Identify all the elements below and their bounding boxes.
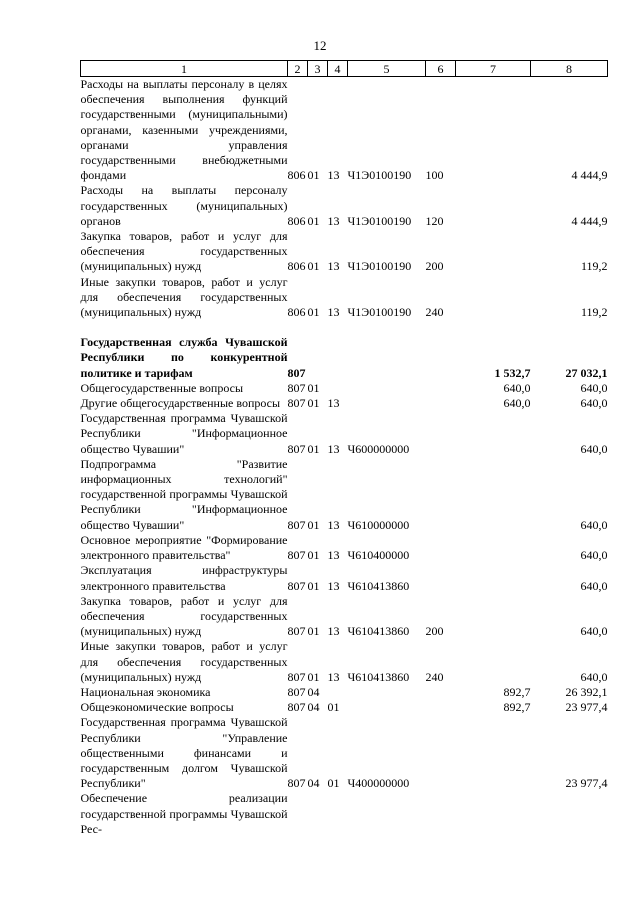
row-target-article: Ч610413860: [347, 669, 410, 684]
row-target-article: [348, 396, 426, 411]
row-subsection-code: [328, 335, 348, 381]
row-ministry-code: 807: [287, 548, 306, 563]
row-amount-col8: [531, 320, 608, 335]
row-name: Государственная служба Чувашской Республики по конкурентной политике и тарифам: [80, 335, 288, 380]
row-amount-col8: 640,0: [580, 517, 608, 532]
row-amount-col8: 640,0: [580, 669, 608, 684]
row-name: Иные закупки товаров, работ и услуг для обеспечения государственных (муниципальных) нужд: [80, 639, 288, 684]
row-target-article: Ч610000000: [347, 517, 410, 532]
table-row: [81, 335, 608, 381]
row-amount-col8: 4 444,9: [571, 213, 608, 228]
table-row: [81, 715, 608, 791]
row-amount-col8: 640,0: [580, 548, 608, 563]
header-row: [81, 61, 608, 77]
row-amount-col7: [456, 639, 531, 685]
row-amount-col8: 119,2: [580, 259, 608, 274]
row-subsection-code: 13: [327, 548, 340, 563]
row-section-code: 01: [307, 305, 320, 320]
row-ministry-code: 807: [287, 578, 306, 593]
row-subsection-code: [328, 320, 348, 335]
row-expense-type: [426, 533, 456, 563]
row-ministry-code: 807: [287, 365, 306, 380]
table-row: [81, 320, 608, 335]
row-amount-col7: 640,0: [503, 380, 531, 395]
row-subsection-code: [328, 791, 348, 837]
table-row: [81, 791, 608, 837]
row-name: Подпрограмма "Развитие информационных технологий" государственной программы Чувашской Республики "Информационное общество Чувашии": [80, 456, 288, 532]
row-ministry-code: 806: [287, 259, 306, 274]
table-row: [81, 594, 608, 640]
row-amount-col7: 892,7: [503, 700, 531, 715]
row-subsection-code: 13: [327, 213, 340, 228]
row-amount-col8: 640,0: [580, 578, 608, 593]
row-expense-type: [426, 700, 456, 715]
table-body: [81, 77, 608, 837]
table-row: [81, 700, 608, 715]
row-name: Закупка товаров, работ и услуг для обеспечения государственных (муниципальных) нужд: [80, 593, 288, 639]
row-amount-col8: 26 392,1: [565, 684, 608, 699]
row-subsection-code: 01: [327, 700, 340, 715]
row-subsection-code: [328, 381, 348, 396]
table-row: [81, 685, 608, 700]
row-section-code: 01: [307, 259, 320, 274]
row-name: Обеспечение реализации государственной программы Чувашской Рес-: [80, 791, 288, 836]
row-section-code: [308, 320, 328, 335]
row-name: Общеэкономические вопросы: [80, 700, 234, 715]
row-ministry-code: 807: [287, 396, 306, 411]
row-expense-type: [426, 715, 456, 791]
row-amount-col7: [456, 791, 531, 837]
row-subsection-code: 13: [327, 578, 340, 593]
row-expense-type: [426, 685, 456, 700]
row-ministry-code: 806: [287, 168, 306, 183]
row-name: Иные закупки товаров, работ и услуг для обеспечения государственных (муниципальных) нужд: [80, 274, 288, 320]
table-row: [81, 229, 608, 275]
header-cell: 1: [81, 61, 288, 77]
row-amount-col8: 640,0: [580, 624, 608, 639]
row-expense-type: [426, 335, 456, 381]
row-expense-type: 100: [425, 168, 444, 183]
row-target-article: Ч400000000: [347, 776, 410, 791]
row-section-code: 01: [307, 168, 320, 183]
row-expense-type: 240: [425, 669, 444, 684]
row-subsection-code: 13: [327, 259, 340, 274]
row-subsection-code: 01: [327, 776, 340, 791]
row-expense-type: 200: [425, 624, 444, 639]
row-amount-col8: 23 977,4: [565, 700, 608, 715]
row-amount-col7: [456, 183, 531, 229]
row-subsection-code: 13: [327, 396, 340, 411]
header-cell: 8: [531, 61, 608, 77]
row-expense-type: [426, 563, 456, 593]
row-section-code: 04: [307, 684, 320, 699]
row-section-code: 01: [307, 441, 320, 456]
row-amount-col7: [456, 533, 531, 563]
header-cell: 7: [456, 61, 531, 77]
row-name: Основное мероприятие "Формирование электронного правительства": [80, 532, 288, 563]
table-row: [81, 183, 608, 229]
row-target-article: [348, 320, 426, 335]
row-ministry-code: 806: [287, 213, 306, 228]
row-target-article: Ч1Э0100190: [347, 305, 412, 320]
row-subsection-code: 13: [327, 168, 340, 183]
header-cell: 3: [308, 61, 328, 77]
row-ministry-code: 807: [287, 700, 306, 715]
row-section-code: 01: [307, 517, 320, 532]
row-section-code: [308, 335, 328, 381]
row-amount-col8: 4 444,9: [571, 168, 608, 183]
table-row: [81, 563, 608, 593]
row-amount-col8: 119,2: [580, 305, 608, 320]
row-ministry-code: [288, 791, 308, 837]
row-target-article: Ч1Э0100190: [347, 259, 412, 274]
row-amount-col7: [456, 563, 531, 593]
row-target-article: Ч1Э0100190: [347, 168, 412, 183]
row-name: Общегосударственные вопросы: [80, 380, 244, 395]
row-expense-type: [426, 320, 456, 335]
table-row: [81, 411, 608, 457]
row-amount-col7: [456, 77, 531, 184]
row-ministry-code: 807: [287, 380, 306, 395]
row-name: Расходы на выплаты персоналу государственных (муниципальных) органов: [80, 183, 288, 228]
header-cell: 6: [426, 61, 456, 77]
row-name: Другие общегосударственные вопросы: [80, 396, 281, 411]
row-amount-col8: 23 977,4: [565, 776, 608, 791]
row-section-code: 01: [307, 213, 320, 228]
row-name: Закупка товаров, работ и услуг для обеспечения государственных (муниципальных) нужд: [80, 229, 288, 274]
row-target-article: [348, 791, 426, 837]
row-amount-col7: [456, 457, 531, 533]
row-name: Государственная программа Чувашской Республики "Управление общественными финансами и государственным долгом Чувашской Республики": [80, 715, 288, 791]
row-amount-col8: 27 032,1: [565, 365, 608, 380]
row-amount-col7: 892,7: [503, 684, 531, 699]
row-target-article: Ч1Э0100190: [347, 213, 412, 228]
row-name: Государственная программа Чувашской Республики "Информационное общество Чувашии": [80, 411, 288, 456]
table-row: [81, 533, 608, 563]
row-section-code: 01: [307, 380, 320, 395]
row-ministry-code: 806: [287, 305, 306, 320]
row-amount-col7: 640,0: [503, 396, 531, 411]
row-expense-type: [426, 791, 456, 837]
row-ministry-code: [288, 320, 308, 335]
table-row: [81, 639, 608, 685]
row-amount-col7: 1 532,7: [494, 365, 531, 380]
row-amount-col8: 640,0: [580, 396, 608, 411]
row-expense-type: 120: [425, 213, 444, 228]
row-expense-type: [426, 457, 456, 533]
row-amount-col7: [456, 275, 531, 321]
table-row: [81, 381, 608, 396]
row-target-article: [348, 335, 426, 381]
row-section-code: 04: [307, 700, 320, 715]
row-amount-col7: [456, 411, 531, 457]
row-expense-type: 240: [425, 305, 444, 320]
row-amount-col7: [456, 320, 531, 335]
row-subsection-code: 13: [327, 517, 340, 532]
table-row: [81, 275, 608, 321]
header-cell: 2: [288, 61, 308, 77]
row-ministry-code: 807: [287, 517, 306, 532]
budget-table: [80, 60, 608, 837]
row-amount-col8: 640,0: [580, 441, 608, 456]
row-section-code: 01: [307, 578, 320, 593]
row-subsection-code: [328, 685, 348, 700]
row-name: Эксплуатация инфраструктуры электронного правительства: [80, 563, 288, 593]
row-ministry-code: 807: [287, 669, 306, 684]
table-row: [81, 77, 608, 184]
row-target-article: [348, 685, 426, 700]
row-subsection-code: 13: [327, 305, 340, 320]
row-expense-type: 200: [425, 259, 444, 274]
row-amount-col8: [531, 791, 608, 837]
row-expense-type: [426, 411, 456, 457]
row-target-article: [348, 381, 426, 396]
header-cell: 5: [348, 61, 426, 77]
row-target-article: Ч610413860: [347, 578, 410, 593]
row-name: [81, 320, 288, 335]
row-section-code: 01: [307, 624, 320, 639]
row-target-article: Ч610400000: [347, 548, 410, 563]
row-target-article: Ч600000000: [347, 441, 410, 456]
page-number: 12: [313, 38, 327, 53]
row-name: Расходы на выплаты персоналу в целях обеспечения выполнения функций государственными (муниципальными) органами, казенными учреждениями, органами управления государственными внебюджетными фондами: [80, 77, 288, 183]
row-section-code: 04: [307, 776, 320, 791]
row-expense-type: [426, 396, 456, 411]
row-ministry-code: 807: [287, 624, 306, 639]
table-row: [81, 457, 608, 533]
row-subsection-code: 13: [327, 624, 340, 639]
row-amount-col8: 640,0: [580, 380, 608, 395]
row-expense-type: [426, 381, 456, 396]
row-section-code: 01: [307, 396, 320, 411]
row-section-code: 01: [307, 548, 320, 563]
row-subsection-code: 13: [327, 669, 340, 684]
row-section-code: 01: [307, 669, 320, 684]
row-amount-col7: [456, 594, 531, 640]
table-row: [81, 396, 608, 411]
row-amount-col7: [456, 715, 531, 791]
row-ministry-code: 807: [287, 684, 306, 699]
row-section-code: [308, 791, 328, 837]
row-ministry-code: 807: [287, 441, 306, 456]
row-target-article: Ч610413860: [347, 624, 410, 639]
row-ministry-code: 807: [287, 776, 306, 791]
row-target-article: [348, 700, 426, 715]
header-cell: 4: [328, 61, 348, 77]
row-name: Национальная экономика: [80, 684, 211, 699]
row-amount-col7: [456, 229, 531, 275]
row-subsection-code: 13: [327, 441, 340, 456]
